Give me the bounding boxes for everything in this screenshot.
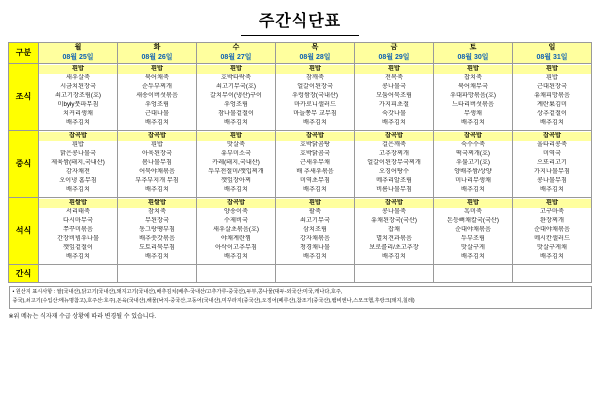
menu-item: 도토리묵무침 [139, 243, 175, 251]
menu-item: 배 추새우볶음 [296, 168, 334, 176]
menu-item: 시금치된장국 [60, 83, 96, 91]
table-row-lunch [9, 131, 592, 198]
menu-item: 순대야채볶음 [455, 226, 491, 234]
menu-item: 배추김치 [303, 119, 327, 127]
menu-item: 양배추쌈/상양 [454, 168, 492, 176]
menu-item: 치커리생채 [63, 110, 93, 118]
header-dow: 월 [74, 44, 82, 51]
header-day-fri [355, 43, 434, 64]
menu-item: 맛살죽 [227, 141, 245, 149]
table-row-snack [9, 264, 592, 282]
menu-item: 배추김치 [224, 119, 248, 127]
menu-item: 호박닭곰국 [300, 150, 330, 158]
menu-change-note: ※위 메뉴는 식자재 수급 상황에 따라 변경될 수 있습니다. [8, 313, 157, 320]
menu-item: 흰밥 [197, 132, 275, 141]
weekly-menu-table [8, 42, 592, 283]
header-date: 08월 29일 [378, 54, 410, 62]
snack-cell [276, 264, 355, 282]
menu-item: 흰밥 [434, 199, 512, 208]
menu-cell [39, 198, 118, 265]
menu-item: 숙갓나물 [382, 110, 406, 118]
menu-item: 고추장찌개 [379, 150, 409, 158]
menu-item: 유채피망볶음 [534, 92, 570, 100]
menu-item: 잡곡밥 [39, 132, 117, 141]
menu-item: 깻잎겉절이 [63, 243, 93, 251]
menu-cell [118, 198, 197, 265]
menu-item: 배추김치 [303, 252, 327, 260]
header-date: 08월 25일 [62, 54, 94, 62]
menu-item: 새송이버섯볶음 [136, 92, 178, 100]
menu-item: 새우살죽 [66, 74, 90, 82]
menu-item: 우엉조림 [224, 101, 248, 109]
menu-cell [197, 198, 276, 265]
snack-cell [197, 264, 276, 282]
menu-cell [276, 198, 355, 265]
menu-cell [434, 131, 513, 198]
menu-item: 강자채볶음 [300, 235, 330, 242]
menu-item: 배추김치 [145, 119, 169, 127]
menu-item: 흰밥 [72, 141, 84, 149]
menu-item: 북어채죽 [145, 74, 169, 82]
menu-item: 메시칸샐러드 [534, 235, 570, 242]
menu-item: 멸치견과볶음 [376, 235, 412, 242]
menu-item: 흰밥 [276, 65, 354, 74]
page-title: 주간식단표 [258, 13, 342, 30]
menu-item: 잡곡밥 [276, 132, 354, 141]
header-dow: 금 [390, 44, 398, 51]
menu-item: 호박닭곰탕 [300, 141, 330, 149]
menu-item: 흰밥 [39, 65, 117, 74]
menu-item: 마늘쫑무 교무침 [293, 110, 337, 118]
header-dow: 수 [232, 44, 240, 51]
menu-item: 두부조림 [461, 235, 485, 242]
header-dow: 목 [311, 44, 319, 51]
meal-label-breakfast: 조식 [9, 64, 39, 131]
snack-cell [434, 264, 513, 282]
header-label: 구분 [9, 43, 39, 64]
menu-item: 미były풋파무침 [57, 101, 99, 109]
menu-item: 흰쌀밥 [118, 199, 196, 208]
menu-item: 찹치죽 [464, 74, 482, 82]
menu-item: 잡곡밥 [197, 199, 275, 208]
menu-cell [355, 131, 434, 198]
menu-item: 제육쌈(돼지,국내산) [51, 159, 105, 167]
menu-item: 배추김치 [66, 252, 90, 260]
menu-item: 감자채전 [66, 168, 90, 176]
menu-cell [355, 64, 434, 131]
menu-item: 다시마무국 [63, 217, 93, 225]
menu-item: 얼갈이된장무국찌개 [367, 159, 421, 167]
menu-cell [197, 131, 276, 198]
menu-item: 잡곡밥 [118, 132, 196, 141]
menu-cell [118, 64, 197, 131]
menu-cell [355, 198, 434, 265]
menu-item: 잡곡밥 [355, 132, 433, 141]
menu-item: 참나물겉절이 [218, 110, 254, 118]
menu-item: 으또리고기 [537, 159, 567, 167]
menu-item: 야채계란찜 [221, 235, 251, 242]
menu-item: 맛살구게채 [537, 243, 567, 251]
origin-footnote [9, 286, 592, 309]
menu-cell [434, 64, 513, 131]
title-underline [241, 35, 359, 36]
menu-cell [39, 131, 118, 198]
menu-item: 떡국찌개(호) [455, 150, 490, 158]
menu-item: 돈등뼈채칼국(국산) [447, 217, 499, 225]
header-day-mon [39, 43, 118, 64]
menu-item: 동그랑땡부침 [139, 226, 175, 234]
menu-item: 배추김치 [382, 252, 406, 260]
menu-item: 근대된장국 [537, 83, 567, 91]
menu-item: 아욱된장국 [142, 150, 172, 158]
menu-item: 참치죽 [148, 208, 166, 216]
header-dow: 일 [548, 44, 556, 51]
menu-item: 잡채 [388, 226, 400, 234]
menu-item: 갈치무이(냉산)구이 [210, 92, 262, 100]
menu-item: 배추김치 [224, 186, 248, 194]
menu-item: 삼치조림 [303, 226, 327, 234]
menu-item: 아삭이고추무침 [215, 243, 257, 251]
menu-item: 미역국 [543, 150, 561, 158]
menu-item: 메추리알조림 [376, 177, 412, 185]
menu-item: 새우살초볶음(호) [213, 226, 259, 234]
menu-item: 근새우무채 [300, 159, 330, 167]
menu-item: 얼갈이된장국 [297, 83, 333, 91]
meal-label-lunch: 중식 [9, 131, 39, 198]
menu-item: 콩나물무침 [537, 177, 567, 185]
menu-item: 참깨죽 [306, 74, 324, 82]
snack-cell [118, 264, 197, 282]
menu-item: 완장찌개 [540, 217, 564, 225]
menu-item: 흰밥 [355, 65, 433, 74]
table-row-breakfast [9, 64, 592, 131]
menu-item: 맑은콩나물국 [60, 150, 96, 158]
menu-item: 근대나물 [145, 110, 169, 118]
menu-item: 카레(돼지,국내산) [212, 159, 260, 167]
menu-item: 유채된장국(국산) [371, 217, 417, 225]
menu-item: 계란果김미 [536, 101, 568, 109]
menu-item: 쇠고기무국 [300, 217, 330, 225]
table-row-dinner [9, 198, 592, 265]
menu-item: 우대파망볶음(호) [450, 92, 496, 100]
menu-item: 고구마죽 [540, 208, 564, 216]
header-date: 08월 27일 [220, 54, 252, 62]
menu-item: 무생채 [464, 110, 482, 118]
menu-item: 팔죽 [309, 208, 321, 216]
menu-item: 무된장국 [145, 217, 169, 225]
menu-item: 배추김치 [145, 186, 169, 194]
menu-item: 잡곡밥 [434, 132, 512, 141]
menu-item: 비름나물무침 [376, 186, 412, 194]
menu-item: 순두부찌개 [142, 83, 172, 91]
menu-item: 모둠어묵조림 [376, 92, 412, 100]
menu-item: 두부전절미/깻입찌개 [208, 168, 264, 176]
menu-item: 호박타락죽 [221, 74, 251, 82]
menu-item: 배추김치 [461, 252, 485, 260]
menu-item: 깻잎장아찌 [221, 177, 251, 185]
header-dow: 화 [153, 44, 161, 51]
menu-item: 보로콜리/초고추장 [369, 243, 419, 251]
menu-item: 수제비국 [224, 217, 248, 225]
menu-cell [513, 198, 592, 265]
origin-footnote-line2: 중국),쇠고기(수입산:메뉴명참고),호주산:호주),돈육(국내산),해물(낙지-중국산,고동어(국내산),미꾸라지(중국산),오징어(페루산),참조기(중국산),뱀비엔나,스모크햄,후랑크(돼지,칠레) [12, 297, 415, 304]
menu-item: 배추김치 [66, 119, 90, 127]
menu-item: 배추쑷갓볶음 [139, 235, 175, 242]
menu-item: 배추김치 [461, 119, 485, 127]
header-date: 08월 30일 [457, 54, 489, 62]
menu-item: 배추김치 [224, 252, 248, 260]
menu-item: 쇠고기장조림(호) [55, 92, 101, 100]
menu-item: 흰밥 [197, 65, 275, 74]
menu-item: 울타리콩죽 [537, 141, 567, 149]
menu-item: 배추김치 [540, 119, 564, 127]
header-day-wed [197, 43, 276, 64]
menu-item: 간장비빔우나물 [57, 235, 99, 242]
snack-cell [39, 264, 118, 282]
header-dow: 토 [469, 44, 477, 51]
menu-item: 쇠고기무국(호) [216, 83, 256, 91]
meal-label-dinner: 석식 [9, 198, 39, 265]
menu-item: 흰밥 [276, 199, 354, 208]
menu-item: 서리태죽 [66, 208, 90, 216]
menu-item: 숙수수죽 [461, 141, 485, 149]
menu-item: 배추김치 [145, 252, 169, 260]
menu-item: 콩나물국 [382, 83, 406, 91]
menu-item: 쭈꾸미볶음 [63, 226, 93, 234]
menu-item: 배추김치 [540, 186, 564, 194]
menu-item: 배추김치 [382, 119, 406, 127]
menu-cell [434, 198, 513, 265]
menu-item: 흰밥 [513, 199, 591, 208]
header-date: 08월 31일 [536, 54, 568, 62]
menu-item: 흑미죽 [464, 208, 482, 216]
header-day-sun [513, 43, 592, 64]
menu-item: 양송이죽 [224, 208, 248, 216]
menu-item: 유부미소국 [221, 150, 251, 158]
menu-item: 어묵야채볶음 [139, 168, 175, 176]
menu-item: 오징어탕수 [379, 168, 409, 176]
menu-item: 흰쌀밥 [39, 199, 117, 208]
menu-item: 전복죽 [385, 74, 403, 82]
menu-item: 흰밥 [434, 65, 512, 74]
header-date: 08월 26일 [141, 54, 173, 62]
header-day-tue [118, 43, 197, 64]
table-header-row [9, 43, 592, 64]
menu-item: 청경채나물 [300, 243, 330, 251]
menu-item: 잡곡밥 [513, 132, 591, 141]
menu-item: 마카로니샐러드 [294, 101, 336, 109]
snack-cell [513, 264, 592, 282]
menu-cell [513, 64, 592, 131]
menu-item: 잡곡밥 [355, 199, 433, 208]
snack-cell [355, 264, 434, 282]
menu-item: 배추김치 [66, 186, 90, 194]
menu-cell [276, 131, 355, 198]
menu-item: 우엉조림 [145, 101, 169, 109]
menu-item: 배추김치 [540, 252, 564, 260]
menu-item: 오이냉 홈무침 [59, 177, 97, 185]
menu-item: 배추김치 [303, 186, 327, 194]
menu-item: 봄나물무침 [142, 159, 172, 167]
menu-item: 흰밥 [118, 65, 196, 74]
menu-item: 느타리버섯볶음 [452, 101, 494, 109]
header-date: 08월 28일 [299, 54, 331, 62]
menu-item: 흰밥 [151, 141, 163, 149]
menu-item: 미나리무생채 [455, 177, 491, 185]
menu-item: 순대야채볶음 [534, 226, 570, 234]
menu-item: 배추김치 [461, 186, 485, 194]
menu-item: 걸은깨죽 [382, 141, 406, 149]
menu-item: 가지나물무침 [534, 168, 570, 176]
menu-item: 콩나물죽 [382, 208, 406, 216]
origin-footnote-line1: • 원산지 표시사항 : 쌀(국내산),닭고기(국내산),돼지고기(국내산),배추김치(배추-국내산/고추가루-중국산),두부,콩나물(대두-외국산:미국,캐나다,호주, [12, 288, 343, 295]
header-day-sat [434, 43, 513, 64]
menu-item: 우렁쌈장(국내산) [292, 92, 338, 100]
menu-item: 맛살구게 [461, 243, 485, 251]
meal-label-snack: 간식 [9, 264, 39, 282]
menu-cell [118, 131, 197, 198]
menu-item: 부추부지개 무침 [135, 177, 179, 185]
menu-item: 우불고기(호) [455, 159, 490, 167]
menu-cell [39, 64, 118, 131]
menu-item: 북어채무국 [458, 83, 488, 91]
menu-item: 흰밥 [513, 65, 591, 74]
menu-item: 상추겉절이 [537, 110, 567, 118]
menu-cell [513, 131, 592, 198]
menu-cell [276, 64, 355, 131]
menu-item: 흰밥 [546, 74, 558, 82]
header-day-thu [276, 43, 355, 64]
menu-item: 미역초무침 [300, 177, 330, 185]
menu-cell [197, 64, 276, 131]
menu-item: 가지피초절 [379, 101, 409, 109]
